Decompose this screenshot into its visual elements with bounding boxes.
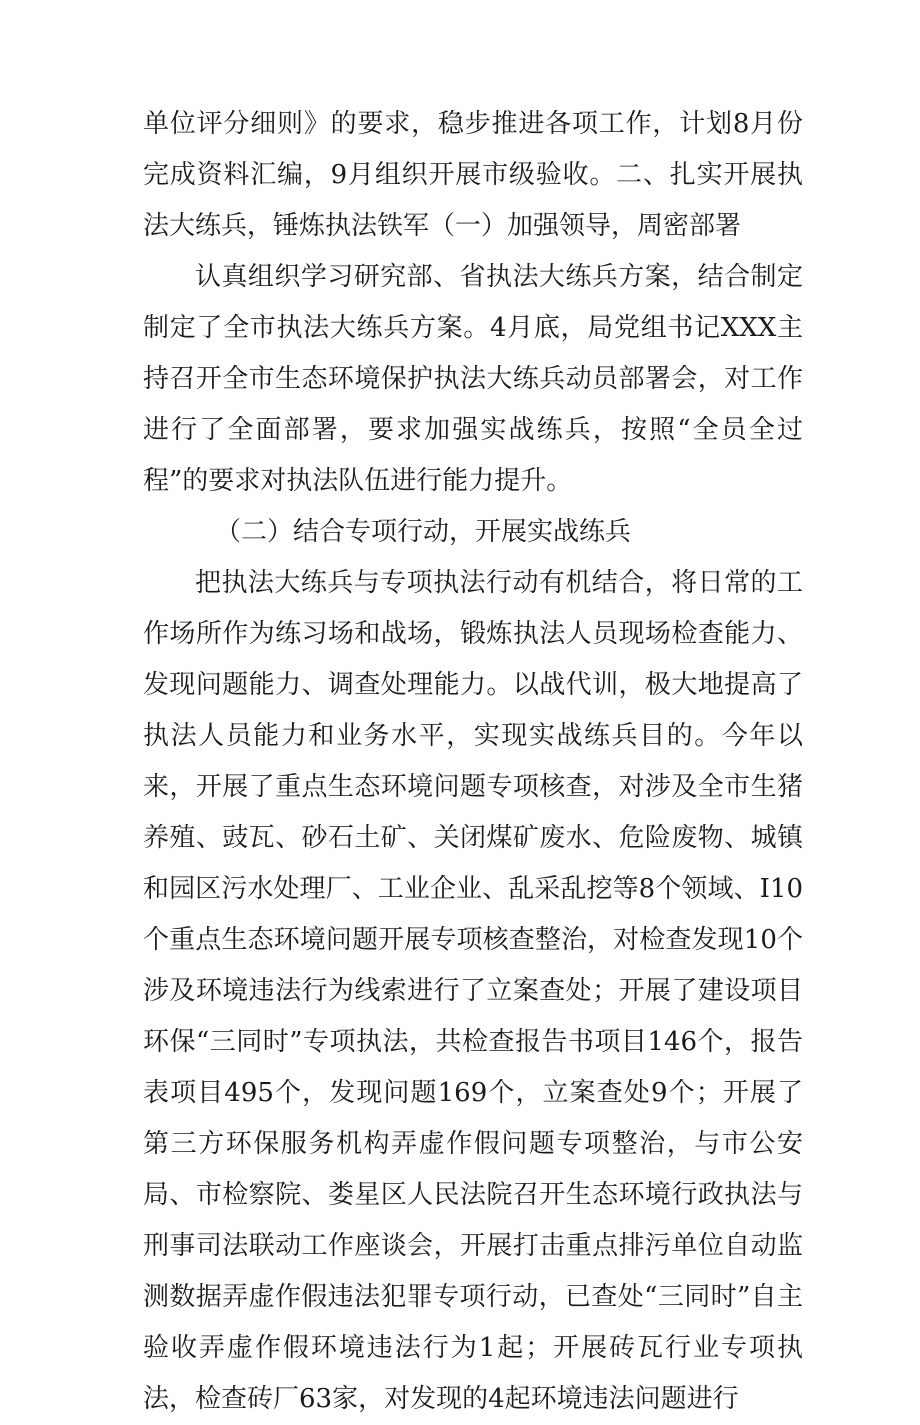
document-body (143, 99, 803, 1425)
paragraph-special-actions: 把执法大练兵与专项执法行动有机结合，将日常的工作场所作为练习场和战场，锻炼执法人员现场检查能力、发现问题能力、调查处理能力。以战代训，极大地提高了执法人员能力和业务水平，实现实战练兵目的。今年以来，开展了重点生态环境问题专项核查，对涉及全市生猪养殖、豉瓦、砂石土矿、关闭煤矿废水、危险废物、城镇和园区污水处理厂、工业企业、乱采乱挖等8个领域、I10个重点生态环境问题开展专项核查整治，对检查发现10个涉及环境违法行为线索进行了立案查处；开展了建设项目环保“三同时”专项执法，共检查报告书项目146个，报告表项目495个，发现问题169个，立案查处9个；开展了第三方环保服务机构弄虚作假问题专项整治，与市公安局、市检察院、娄星区人民法院召开生态环境行政执法与刑事司法联动工作座谈会，开展打击重点排污单位自动监测数据弄虚作假违法犯罪专项行动，已查处“三同时”自主验收弄虚作假环境违法行为1起；开展砖瓦行业专项执法，检查砖厂63家，对发现的4起环境违法问题进行 (143, 568, 803, 1414)
section-subheading: （二）结合专项行动，开展实战练兵 (215, 517, 632, 547)
paragraph-mobilization: 认真组织学习研究部、省执法大练兵方案，结合制定制定了全市执法大练兵方案。4月底，局党组书记XXX主持召开全市生态环境保护执法大练兵动员部署会，对工作进行了全面部署，要求加强实战练兵，按照“全员全过程”的要求对执法队伍进行能力提升。 (143, 262, 803, 496)
paragraph-continuation: 单位评分细则》的要求，稳步推进各项工作，计划8月份完成资料汇编，9月组织开展市级验收。二、扎实开展执法大练兵，锤炼执法铁军（一）加强领导，周密部署 (143, 109, 803, 241)
